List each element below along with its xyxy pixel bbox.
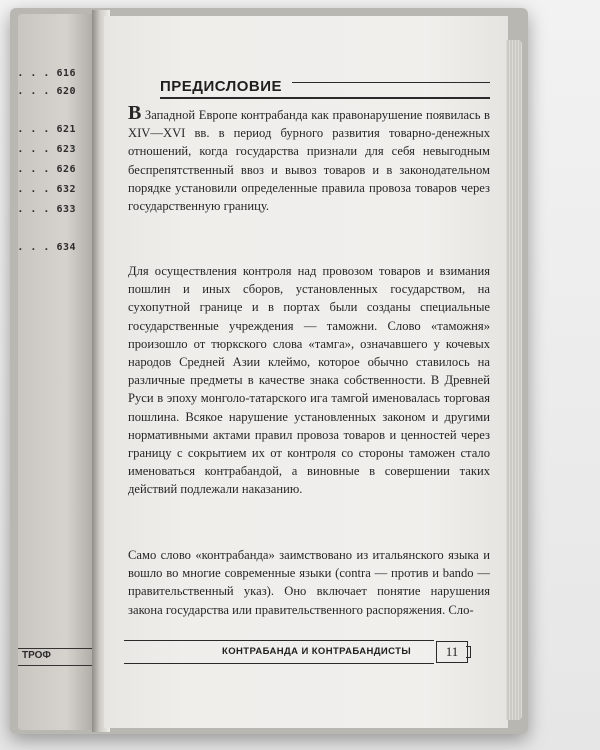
paragraph-2: Для осуществления контроля над провозом товаров и взимания пошлин и иных сборов, установленных государством, на сухопутной границе и в портах были созданы специальные государственные учреждения — таможни. Слово «таможня» произошло от тюркского слова «тамга», означавшего у кочевых народов Средней Азии клеймо, которое обычно ставилось на различные предметы в качестве знака собственности. В Древней Руси в эпоху монголо-татарского ига тамгой именовалась торговая пошлина. Всякое нарушение установленных законом и другими нормативными актами правил провоза товаров и ценностей через границу с сокрытием их от контроля со стороны таможен стало именоваться контрабандой, а виновные в совершении таких действий подлежали наказанию.: [128, 264, 490, 497]
left-footer-fragment: ТРОФ: [22, 650, 51, 661]
running-footer: [124, 640, 434, 664]
footer-title: КОНТРАБАНДА И КОНТРАБАНДИСТЫ: [222, 646, 412, 657]
toc-page-number: . . . 616: [17, 68, 76, 79]
page-number: 11: [436, 641, 468, 663]
section-heading: [160, 76, 490, 102]
toc-page-number: . . . 626: [17, 164, 76, 175]
toc-page-number: . . . 621: [17, 124, 76, 135]
paragraph-1: В Западной Европе контрабанда как правонарушение появилась в XIV—XVI вв. в период бурного развития товарно-денежных отношений, когда государства признали для себя невыгодным беспрепятственный ввоз и вывоз товаров и в законодательном порядке установили определенные правила провоза товаров через государственную границу.: [128, 102, 490, 214]
toc-page-number: . . . 632: [17, 184, 76, 195]
toc-page-number: . . . 620: [17, 86, 76, 97]
paragraph-3: Само слово «контрабанда» заимствовано из итальянского языка и вошло во многие современные языки (contra — против и bando — правительственный указ). Оно включает понятие нарушения закона государства или правительственного распоряжения. Сло-: [128, 548, 490, 617]
toc-page-number: . . . 623: [17, 144, 76, 155]
heading-text: ПРЕДИСЛОВИЕ: [160, 78, 283, 95]
toc-page-number: . . . 633: [17, 204, 76, 215]
heading-rule-bottom: [160, 97, 490, 99]
left-page-footer: [18, 648, 98, 666]
page-number-notch: [466, 646, 471, 658]
page-edges: [506, 40, 522, 720]
toc-page-number: . . . 634: [17, 242, 76, 253]
left-page: [18, 14, 98, 730]
heading-rule-top: [292, 82, 490, 83]
